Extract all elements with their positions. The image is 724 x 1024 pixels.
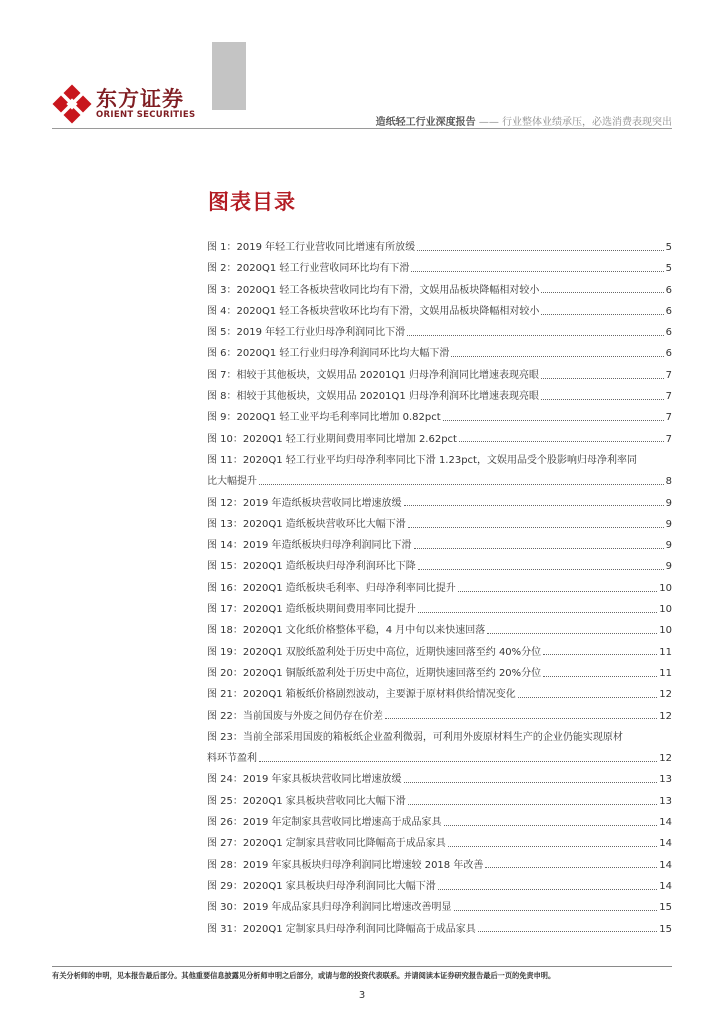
toc-entry[interactable] [207, 286, 672, 307]
toc-leader-dots [454, 910, 658, 911]
toc-leader-dots [414, 548, 664, 549]
toc-page-number: 6 [665, 327, 672, 339]
toc-entry-text [207, 626, 485, 637]
toc-entry[interactable] [207, 413, 672, 434]
toc-entry[interactable] [207, 712, 672, 733]
toc-entry-title: 2019 年造纸板块归母净利润同比下滑 [242, 540, 412, 552]
toc-entry-title: 当前国废与外废之间仍存在价差 [242, 710, 383, 722]
toc-entry-label: 图 10： [207, 433, 243, 445]
toc-page-number: 11 [659, 646, 672, 658]
toc-entry[interactable] [207, 307, 672, 328]
toc-leader-dots [541, 378, 664, 379]
toc-page-number: 15 [659, 902, 672, 914]
toc-entry-text [207, 605, 416, 616]
toc-leader-dots [411, 271, 663, 272]
toc-entry-title: 2020Q1 家具板块营收同比大幅下滑 [242, 795, 406, 807]
toc-entry-label: 图 15： [207, 561, 243, 573]
toc-entry-label: 图 11： [207, 454, 243, 466]
toc-entry-title: 2019 年家具板块归母净利润同比增速较 2018 年改善 [242, 859, 484, 871]
toc-entry[interactable] [207, 690, 672, 711]
toc-entry[interactable] [207, 584, 672, 605]
header-separator: —— [478, 117, 499, 128]
toc-page-number: 9 [665, 561, 672, 573]
toc-entry-title: 2019 年轻工行业营收同比增速有所放缓 [236, 242, 416, 253]
toc-entry-label: 图 27： [207, 838, 243, 850]
toc-entry[interactable] [207, 626, 672, 647]
toc-entry[interactable] [207, 903, 672, 924]
toc-entry[interactable] [207, 733, 672, 776]
toc-entry-text [207, 818, 442, 829]
toc-page-number: 5 [665, 242, 672, 253]
toc-entry-title: 2019 年成品家具归母净利润同比增速改善明显 [242, 902, 452, 914]
toc-entry[interactable] [207, 435, 672, 456]
toc-entry[interactable] [207, 392, 672, 413]
toc-leader-dots [418, 612, 657, 613]
toc-entry[interactable] [207, 456, 672, 499]
toc-entry-text [207, 435, 457, 446]
toc-leader-dots [518, 697, 657, 698]
toc-leader-dots [438, 889, 657, 890]
toc-page-number: 5 [665, 263, 672, 275]
toc-entry-text [207, 648, 541, 659]
toc-entry-text [207, 861, 483, 872]
toc-leader-dots [448, 846, 657, 847]
toc-entry-label: 图 16： [207, 582, 243, 594]
toc-entry-label: 图 21： [207, 689, 243, 701]
toc-page-number: 7 [665, 369, 672, 381]
toc-entry-title: 2020Q1 轻工业平均毛利率同比增加 0.82pct [236, 412, 441, 424]
toc-page-number: 12 [659, 689, 672, 701]
toc-entry-text [207, 371, 539, 382]
toc-entry[interactable] [207, 861, 672, 882]
toc-entry-title-continued: 比大幅提升 [207, 476, 257, 488]
toc-leader-dots [259, 761, 657, 762]
toc-entry-label: 图 18： [207, 625, 243, 637]
toc-entry-title: 相较于其他板块，文娱用品 20201Q1 归母净利润环比增速表现亮眼 [236, 391, 539, 403]
toc-leader-dots [485, 867, 657, 868]
toc-page-number: 12 [659, 710, 672, 722]
toc-entry-text [207, 264, 409, 275]
toc-page-number: 6 [665, 284, 672, 296]
toc-leader-dots [418, 569, 664, 570]
toc-page-number: 6 [665, 348, 672, 360]
toc-entry-label: 图 8： [207, 391, 237, 403]
toc-entry[interactable] [207, 839, 672, 860]
logo-chinese-name: 东方证券 [96, 87, 184, 111]
toc-entry-title: 2020Q1 造纸板块归母净利润环比下降 [242, 561, 416, 573]
toc-entry-label: 图 1： [207, 242, 237, 253]
toc-entry-title: 2020Q1 铜版纸盈利处于历史中高位，近期快速回落至约 20%分位 [242, 667, 542, 679]
toc-entry-text [207, 286, 539, 297]
toc-leader-dots [408, 527, 664, 528]
toc-page-number: 8 [665, 476, 672, 488]
toc-page-number: 7 [665, 391, 672, 403]
toc-page-number: 15 [659, 923, 672, 935]
toc-entry[interactable] [207, 499, 672, 520]
toc-page-number: 10 [659, 582, 672, 594]
toc-page-number: 11 [659, 667, 672, 679]
header-divider [52, 128, 672, 129]
toc-entry-label: 图 17： [207, 604, 243, 616]
footer-divider [52, 966, 672, 967]
toc-entry-text [207, 520, 406, 531]
toc-entry-title: 2020Q1 箱板纸价格剧烈波动，主要源于原材料供给情况变化 [242, 689, 516, 701]
toc-page-number: 6 [665, 305, 672, 317]
toc-entry-title: 2020Q1 文化纸价格整体平稳，4 月中旬以来快速回落 [242, 625, 486, 637]
toc-entry-text [207, 839, 446, 850]
toc-entry-label: 图 4： [207, 305, 237, 317]
toc-entry-label: 图 23： [207, 731, 243, 743]
toc-entry-text [207, 712, 383, 723]
toc-leader-dots [443, 420, 664, 421]
toc-leader-dots [417, 250, 663, 251]
toc-entry-title: 2020Q1 轻工行业平均归母净利率同比下滑 1.23pct，文娱用品受个股影响归母净利率同 [242, 454, 637, 466]
toc-entry[interactable] [207, 371, 672, 392]
toc-entry-text [207, 669, 541, 680]
toc-entry-text [207, 584, 456, 595]
toc-leader-dots [458, 591, 657, 592]
page-number: 3 [358, 990, 366, 1001]
toc-entry[interactable] [207, 264, 672, 285]
toc-leader-dots [259, 484, 664, 485]
toc-leader-dots [444, 825, 658, 826]
toc-entry-text [207, 243, 415, 254]
toc-entry-title: 2020Q1 家具板块归母净利润同比大幅下滑 [242, 880, 436, 892]
toc-entry[interactable] [207, 882, 672, 903]
toc-entry-text [207, 903, 452, 914]
toc-entry[interactable] [207, 541, 672, 562]
toc-leader-dots [541, 292, 663, 293]
logo-english-name: ORIENT SECURITIES [96, 110, 196, 120]
toc-entry-text [207, 690, 516, 701]
toc-entry[interactable] [207, 243, 672, 264]
report-header [376, 113, 672, 128]
toc-entry[interactable] [207, 349, 672, 370]
toc-leader-dots [543, 654, 657, 655]
toc-entry-text [207, 307, 539, 318]
toc-entry-text [207, 328, 405, 339]
toc-entry-text [207, 925, 476, 936]
toc-entry-title: 2020Q1 双胶纸盈利处于历史中高位，近期快速回落至约 40%分位 [242, 646, 542, 658]
toc-entry-title: 2020Q1 轻工行业营收同环比均有下滑 [236, 263, 410, 275]
toc-page-number: 10 [659, 604, 672, 616]
toc-entry-title: 2019 年家具板块营收同比增速放缓 [242, 774, 402, 786]
toc-entry-title: 2019 年定制家具营收同比增速高于成品家具 [242, 817, 442, 829]
toc-entry-title: 2020Q1 造纸板块毛利率、归母净利率同比提升 [242, 582, 456, 594]
toc-entry-label: 图 2： [207, 263, 237, 275]
toc-entry-label: 图 3： [207, 284, 237, 296]
report-type: 造纸轻工行业深度报告 [375, 117, 476, 128]
toc-entry-title: 2020Q1 造纸板块营收环比大幅下滑 [242, 518, 406, 530]
toc-entry-title: 2020Q1 定制家具归母净利润同比降幅高于成品家具 [242, 923, 476, 935]
toc-leader-dots [478, 931, 657, 932]
toc-entry[interactable] [207, 605, 672, 626]
toc-entry-label: 图 26： [207, 817, 243, 829]
toc-entry-text [207, 882, 436, 893]
company-logo [52, 80, 202, 124]
toc-entry-label: 图 9： [207, 412, 237, 424]
toc-entry-title: 2020Q1 造纸板块期间费用率同比提升 [242, 604, 416, 616]
toc-entry-title-continued: 料环节盈利 [207, 753, 257, 765]
header-gray-bar [212, 42, 246, 110]
toc-entry-label: 图 6： [207, 348, 237, 360]
toc-page-number: 9 [665, 518, 672, 530]
toc-entry-label: 图 31： [207, 923, 243, 935]
toc-entry-text [207, 413, 441, 424]
toc-entry-label: 图 19： [207, 646, 243, 658]
toc-entry-label: 图 30： [207, 902, 243, 914]
toc-leader-dots [459, 441, 664, 442]
toc-entry-title: 相较于其他板块，文娱用品 20201Q1 归母净利润同比增速表现亮眼 [236, 369, 539, 381]
toc-entry-label: 图 22： [207, 710, 243, 722]
toc-leader-dots [541, 399, 664, 400]
toc-leader-dots [487, 633, 657, 634]
toc-entry-text [207, 349, 449, 360]
toc-page-number: 10 [659, 625, 672, 637]
toc-entry-text [207, 797, 406, 808]
toc-entry-label: 图 5： [207, 327, 237, 339]
toc-entry-title: 2020Q1 定制家具营收同比降幅高于成品家具 [242, 838, 446, 850]
toc-entry[interactable] [207, 562, 672, 583]
toc-entry-title: 2020Q1 轻工各板块营收同比均有下滑，文娱用品板块降幅相对较小 [236, 284, 540, 296]
toc-entry-label: 图 24： [207, 774, 243, 786]
toc-entry-label: 图 12： [207, 497, 243, 509]
toc-entry-title: 2020Q1 轻工行业期间费用率同比增加 2.62pct [242, 433, 457, 445]
toc-entry[interactable] [207, 328, 672, 349]
toc-entry-text [207, 541, 412, 552]
toc-entry[interactable] [207, 775, 672, 796]
toc-entry-title: 2020Q1 轻工各板块营收环比均有下滑，文娱用品板块降幅相对较小 [236, 305, 540, 317]
toc-entry[interactable] [207, 520, 672, 541]
toc-page-number: 14 [659, 859, 672, 871]
toc-leader-dots [541, 314, 663, 315]
toc-entry-label: 图 14： [207, 540, 243, 552]
toc-page-number: 7 [665, 433, 672, 445]
toc-entry[interactable] [207, 818, 672, 839]
toc-leader-dots [385, 718, 657, 719]
table-of-figures [207, 243, 672, 946]
orient-logo-icon [52, 84, 92, 124]
toc-page-number: 9 [665, 540, 672, 552]
toc-entry[interactable] [207, 925, 672, 946]
toc-entry-title: 2019 年轻工行业归母净利润同比下滑 [236, 327, 406, 339]
toc-entry-text [207, 562, 416, 573]
toc-page-number: 14 [659, 838, 672, 850]
toc-entry-label: 图 25： [207, 795, 243, 807]
toc-page-number: 14 [659, 817, 672, 829]
toc-page-number: 9 [665, 497, 672, 509]
toc-leader-dots [451, 356, 663, 357]
toc-entry-label: 图 28： [207, 859, 243, 871]
toc-entry[interactable] [207, 669, 672, 690]
toc-entry-text [207, 775, 402, 786]
toc-leader-dots [404, 782, 658, 783]
toc-leader-dots [408, 804, 657, 805]
toc-entry-label: 图 13： [207, 518, 243, 530]
toc-entry[interactable] [207, 648, 672, 669]
page-title: 图表目录 [208, 190, 296, 214]
toc-entry[interactable] [207, 797, 672, 818]
toc-page-number: 12 [659, 753, 672, 765]
toc-page-number: 13 [659, 795, 672, 807]
toc-entry-text [207, 392, 539, 403]
toc-leader-dots [543, 676, 657, 677]
toc-page-number: 14 [659, 880, 672, 892]
toc-leader-dots [404, 505, 664, 506]
toc-entry-label: 图 20： [207, 667, 243, 679]
toc-entry-label: 图 29： [207, 880, 243, 892]
toc-entry-text [207, 499, 402, 510]
toc-page-number: 7 [665, 412, 672, 424]
report-subtitle: 行业整体业绩承压，必选消费表现突出 [502, 117, 672, 128]
toc-leader-dots [407, 335, 663, 336]
toc-entry-title: 2020Q1 轻工行业归母净利润同环比均大幅下滑 [236, 348, 450, 360]
footer-disclaimer: 有关分析师的申明，见本报告最后部分。其他重要信息披露见分析师申明之后部分，或请与您的投资代表联系。并请阅读本证券研究报告最后一页的免责申明。 [52, 971, 556, 980]
toc-entry-title: 2019 年造纸板块营收同比增速放缓 [242, 497, 402, 509]
toc-page-number: 13 [659, 774, 672, 786]
toc-entry-label: 图 7： [207, 369, 237, 381]
toc-entry-title: 当前全部采用国废的箱板纸企业盈利微弱，可利用外废原材料生产的企业仍能实现原材 [242, 731, 623, 743]
